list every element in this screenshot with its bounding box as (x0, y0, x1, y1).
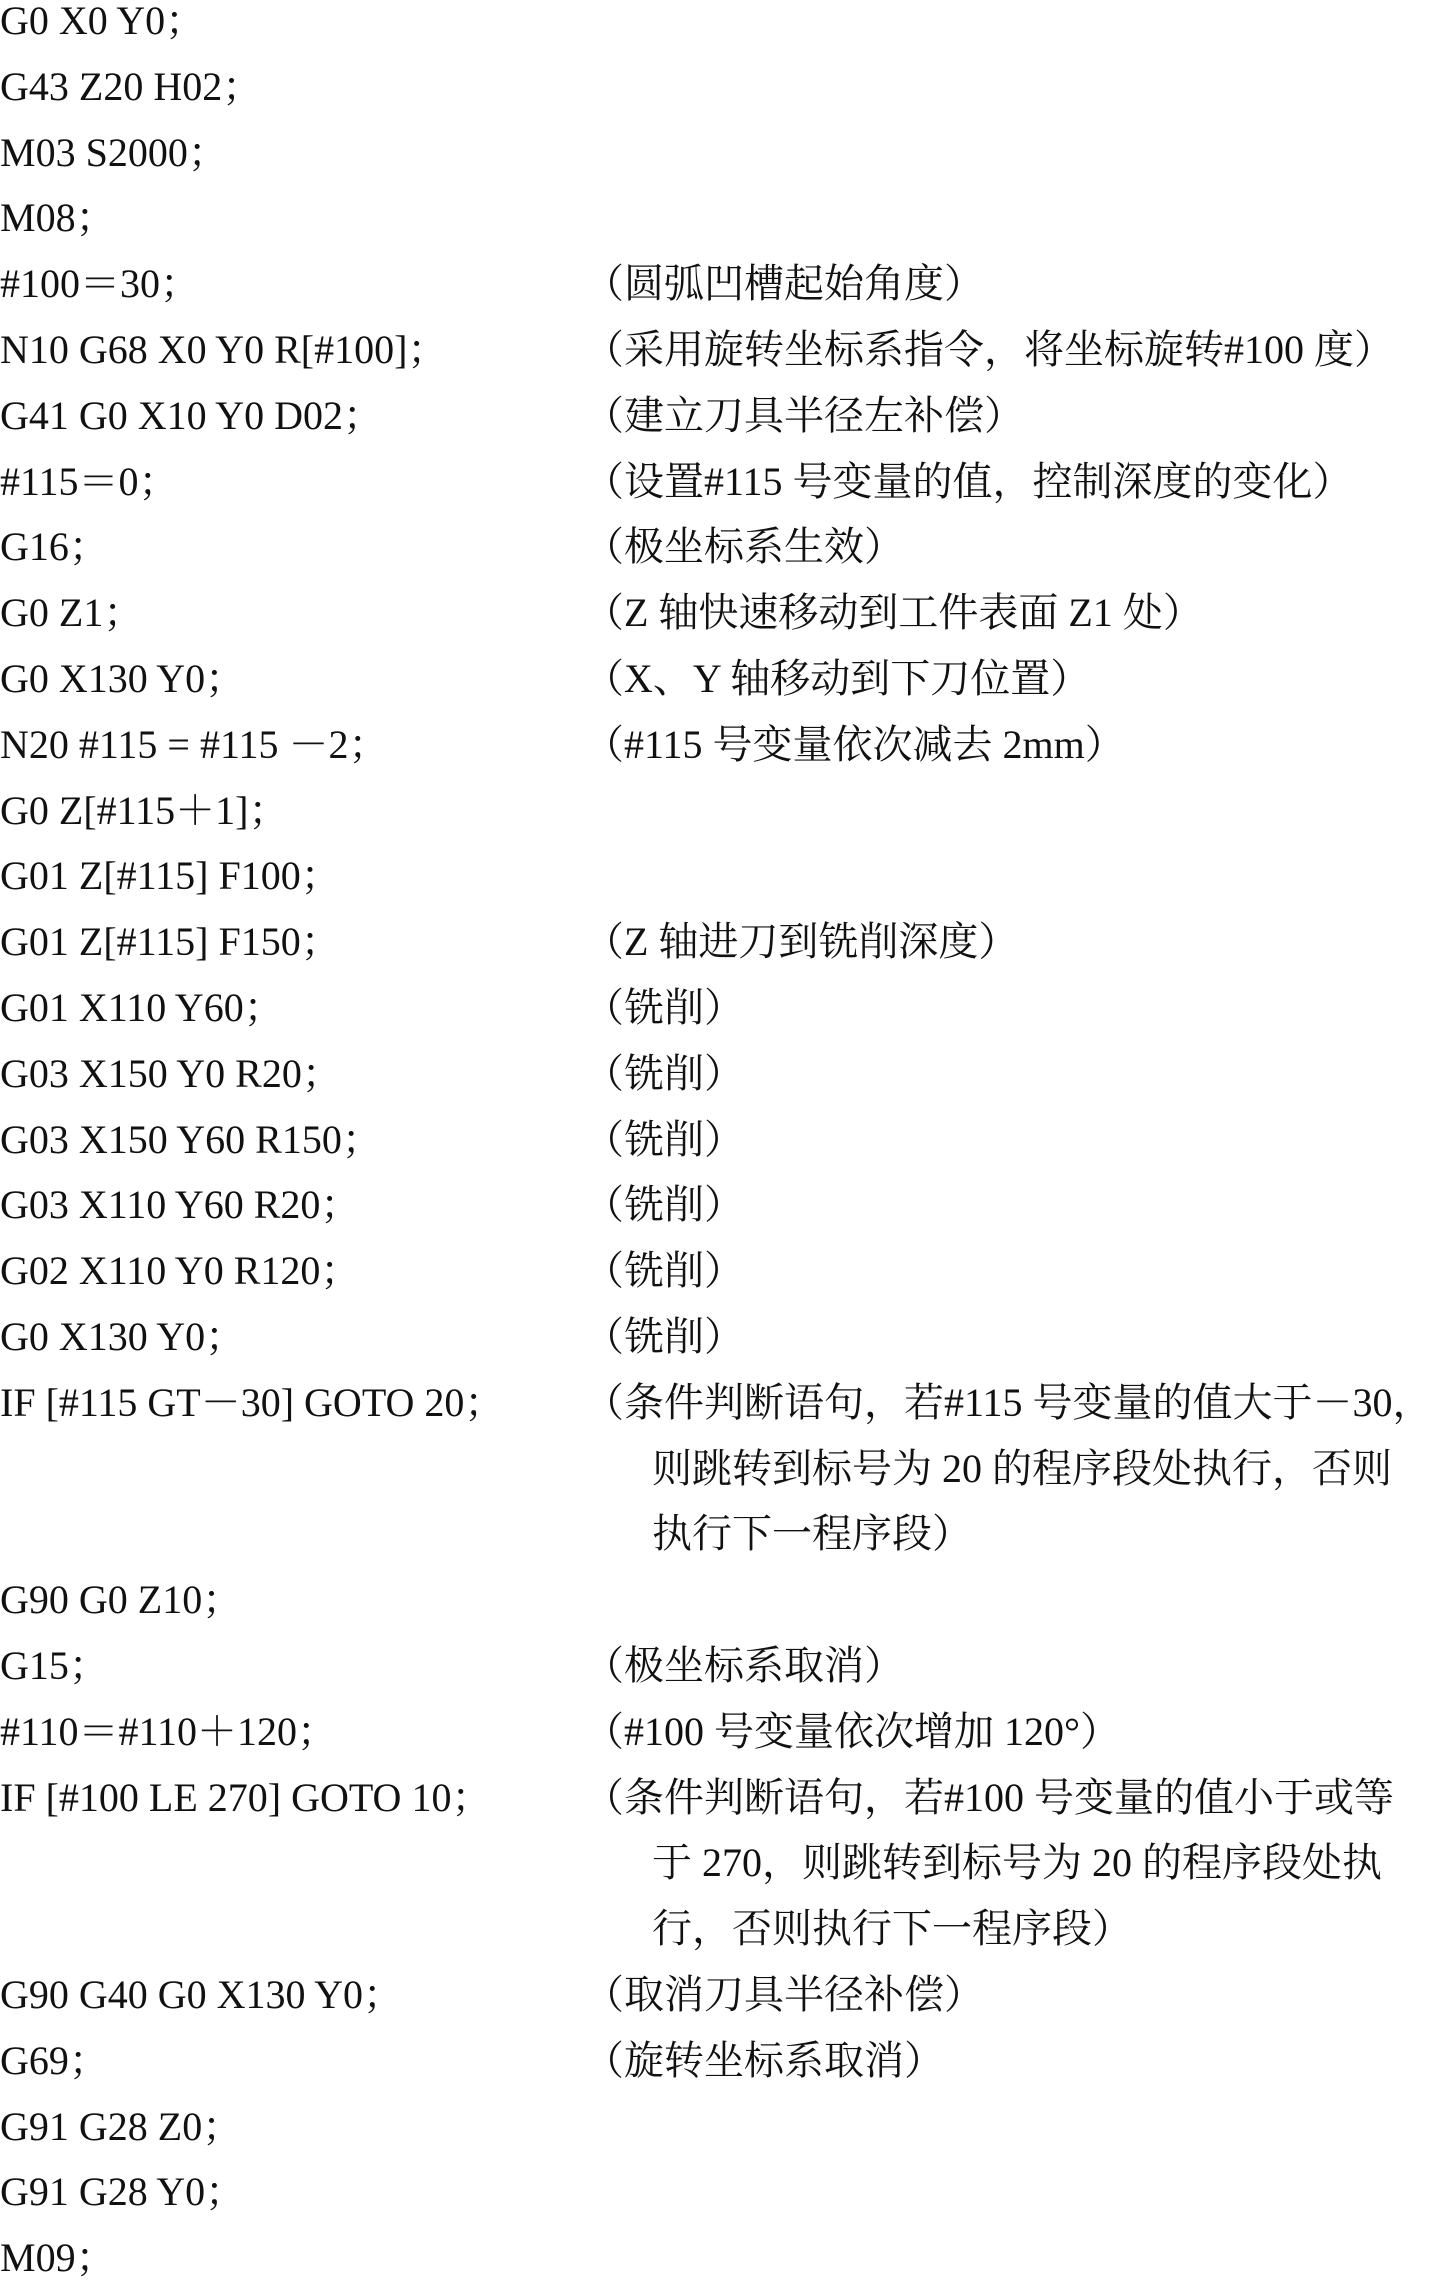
code-text: G03 X150 Y60 R150； (0, 1116, 382, 1162)
program-line (0, 1765, 1438, 1831)
code-text: G0 X130 Y0； (0, 655, 246, 701)
program-line (0, 1107, 1438, 1173)
code-text: G0 Z1； (0, 590, 144, 636)
code-text: N20 #115 = #115 －2； (0, 721, 389, 767)
comment-text: （取消刀具半径补偿） (584, 1971, 984, 2017)
comment-text: （铣削） (584, 1116, 744, 1162)
comment-text: （圆弧凹槽起始角度） (584, 261, 984, 307)
program-line (0, 1304, 1438, 1370)
code-text: G43 Z20 H02； (0, 63, 263, 109)
program-line (0, 1699, 1438, 1765)
code-text: G0 X0 Y0； (0, 0, 206, 43)
code-text: #110＝#110＋120； (0, 1708, 338, 1754)
code-text: M08； (0, 195, 116, 241)
code-text: G90 G40 G0 X130 Y0； (0, 1971, 403, 2017)
code-text: N10 G68 X0 Y0 R[#100]； (0, 326, 448, 372)
comment-text: （旋转坐标系取消） (584, 2037, 944, 2083)
program-line (0, 0, 1438, 54)
comment-text: （建立刀具半径左补偿） (584, 392, 1024, 438)
comment-text: （铣削） (584, 984, 744, 1030)
program-line (0, 843, 1438, 909)
code-text: G03 X110 Y60 R20； (0, 1182, 361, 1228)
program-line-continuation (0, 1436, 1438, 1502)
program-line (0, 383, 1438, 449)
program-line-continuation (0, 1896, 1438, 1962)
code-text: G90 G0 Z10； (0, 1577, 243, 1623)
comment-text: （条件判断语句，若#115 号变量的值大于－30， (584, 1379, 1433, 1425)
code-text: G0 X130 Y0； (0, 1313, 246, 1359)
comment-text: （设置#115 号变量的值，控制深度的变化） (584, 458, 1353, 504)
comment-text: （X、Y 轴移动到下刀位置） (584, 655, 1091, 701)
code-text: M09； (0, 2235, 116, 2281)
comment-text: （铣削） (584, 1182, 744, 1228)
program-line (0, 1172, 1438, 1238)
program-line (0, 251, 1438, 317)
code-text: G01 Z[#115] F150； (0, 919, 341, 965)
program-line (0, 1041, 1438, 1107)
program-line (0, 2225, 1438, 2291)
program-line (0, 514, 1438, 580)
comment-text: 则跳转到标号为 20 的程序段处执行，否则 (652, 1445, 1392, 1491)
program-line (0, 449, 1438, 515)
program-line (0, 778, 1438, 844)
program-line (0, 1238, 1438, 1304)
program-line (0, 1962, 1438, 2028)
code-text: G01 Z[#115] F100； (0, 853, 341, 899)
comment-text: （极坐标系取消） (584, 1642, 904, 1688)
program-line (0, 317, 1438, 383)
program-line (0, 580, 1438, 646)
comment-text: （Z 轴进刀到铣削深度） (584, 919, 1019, 965)
code-text: IF [#115 GT－30] GOTO 20； (0, 1379, 505, 1425)
comment-text: （铣削） (584, 1313, 744, 1359)
program-line (0, 120, 1438, 186)
program-line (0, 1633, 1438, 1699)
code-text: G02 X110 Y0 R120； (0, 1248, 361, 1294)
program-line (0, 1567, 1438, 1633)
program-line-continuation (0, 1830, 1438, 1896)
comment-text: （#115 号变量依次减去 2mm） (584, 721, 1125, 767)
comment-text: （铣削） (584, 1050, 744, 1096)
code-text: G15； (0, 1642, 109, 1688)
code-text: G0 Z[#115＋1]； (0, 787, 289, 833)
program-line (0, 2028, 1438, 2094)
code-text: G01 X110 Y60； (0, 984, 284, 1030)
program-line (0, 909, 1438, 975)
comment-text: （极坐标系生效） (584, 524, 904, 570)
program-line (0, 185, 1438, 251)
code-text: G41 G0 X10 Y0 D02； (0, 392, 383, 438)
code-text: G91 G28 Z0； (0, 2103, 243, 2149)
program-line (0, 646, 1438, 712)
program-line (0, 712, 1438, 778)
program-line (0, 54, 1438, 120)
comment-text: （条件判断语句，若#100 号变量的值小于或等 (584, 1774, 1394, 1820)
code-text: #115＝0； (0, 458, 179, 504)
code-text: G91 G28 Y0； (0, 2169, 246, 2215)
comment-text: 于 270，则跳转到标号为 20 的程序段处执 (652, 1840, 1382, 1886)
program-line (0, 2094, 1438, 2160)
program-line-continuation (0, 1501, 1438, 1567)
code-text: #100＝30； (0, 261, 200, 307)
code-text: G69； (0, 2037, 109, 2083)
code-text: IF [#100 LE 270] GOTO 10； (0, 1774, 492, 1820)
code-text: G03 X150 Y0 R20； (0, 1050, 342, 1096)
comment-text: 执行下一程序段） (652, 1511, 972, 1557)
comment-text: （Z 轴快速移动到工件表面 Z1 处） (584, 590, 1203, 636)
program-line (0, 2159, 1438, 2225)
comment-text: 行，否则执行下一程序段） (652, 1906, 1132, 1952)
comment-text: （采用旋转坐标系指令，将坐标旋转#100 度） (584, 326, 1394, 372)
code-text: M03 S2000； (0, 129, 228, 175)
code-text: G16； (0, 524, 109, 570)
program-line (0, 1370, 1438, 1436)
comment-text: （#100 号变量依次增加 120°） (584, 1708, 1120, 1754)
program-line (0, 975, 1438, 1041)
comment-text: （铣削） (584, 1248, 744, 1294)
